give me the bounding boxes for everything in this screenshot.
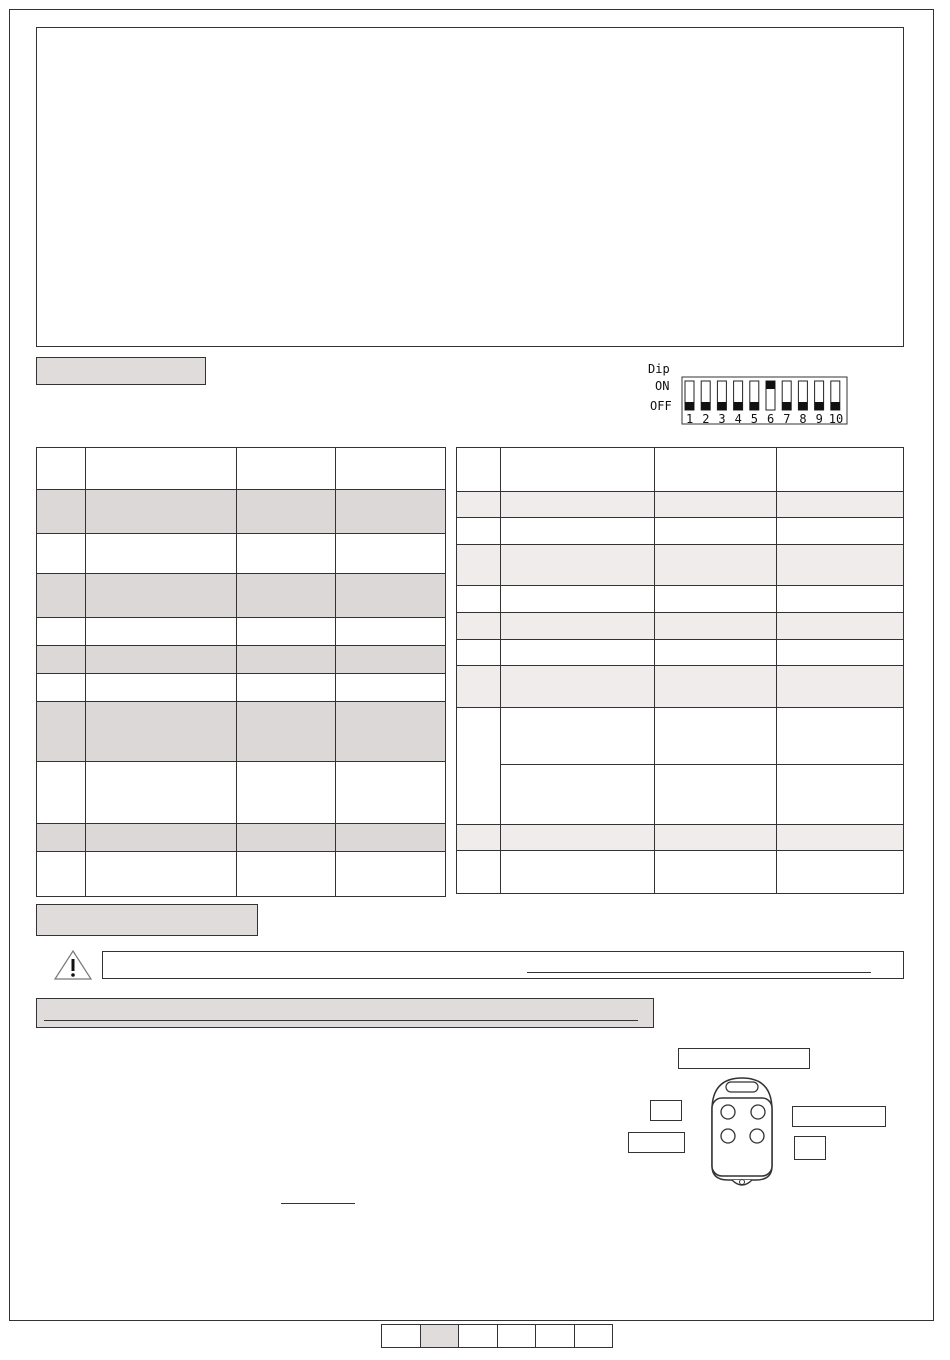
dip-number-label: 8 <box>799 412 807 426</box>
section-heading-remote <box>36 998 654 1028</box>
settings-table-right <box>456 447 904 894</box>
remote-control-icon <box>704 1074 780 1192</box>
page-cell <box>459 1325 498 1347</box>
remote-button-1 <box>721 1105 735 1119</box>
dip-switch-1 <box>685 381 694 426</box>
page-cell <box>536 1325 575 1347</box>
remote-button-3 <box>721 1129 735 1143</box>
settings-table-left <box>36 447 446 897</box>
remote-label-right-1 <box>792 1106 886 1127</box>
section-heading-settings <box>36 357 206 385</box>
dip-switch-6 <box>766 381 775 426</box>
page-navigation <box>381 1324 613 1348</box>
dip-switch-5 <box>750 381 759 426</box>
remote-label-right-2 <box>794 1136 826 1160</box>
dip-switch-4 <box>734 381 743 426</box>
intro-text-box <box>36 27 904 347</box>
dip-number-label: 3 <box>718 412 726 426</box>
remote-label-left-1 <box>650 1100 682 1121</box>
dip-number-label: 6 <box>767 412 775 426</box>
page-cell <box>498 1325 537 1347</box>
heading-underline <box>44 1020 638 1021</box>
section-heading-warnings <box>36 904 258 936</box>
dip-number-label: 10 <box>828 412 844 426</box>
page-cell <box>421 1325 460 1347</box>
page-cell <box>382 1325 421 1347</box>
remote-button-4 <box>750 1129 764 1143</box>
dip-switch-diagram <box>645 360 855 428</box>
dip-number-label: 4 <box>734 412 742 426</box>
dip-switch-7 <box>782 381 791 426</box>
warning-text-box <box>102 951 904 979</box>
dip-off-label: OFF <box>650 399 672 413</box>
warning-icon <box>53 949 93 981</box>
dip-on-label: ON <box>655 379 670 393</box>
dip-number-label: 5 <box>750 412 759 426</box>
remote-label-left-2 <box>628 1132 685 1153</box>
text-underline <box>281 1203 355 1204</box>
dip-switch-8 <box>798 381 807 426</box>
remote-label-top <box>678 1048 810 1069</box>
dip-number-label: 1 <box>686 412 694 426</box>
page-cell <box>575 1325 613 1347</box>
dip-number-label: 9 <box>815 412 823 426</box>
dip-title: Dip <box>648 362 670 376</box>
dip-switch-9 <box>815 381 824 426</box>
remote-button-2 <box>751 1105 765 1119</box>
dip-number-label: 7 <box>783 412 791 426</box>
dip-switch-3 <box>717 381 726 426</box>
warning-underline <box>527 972 871 973</box>
dip-number-label: 2 <box>702 412 710 426</box>
dip-switch-2 <box>701 381 710 426</box>
